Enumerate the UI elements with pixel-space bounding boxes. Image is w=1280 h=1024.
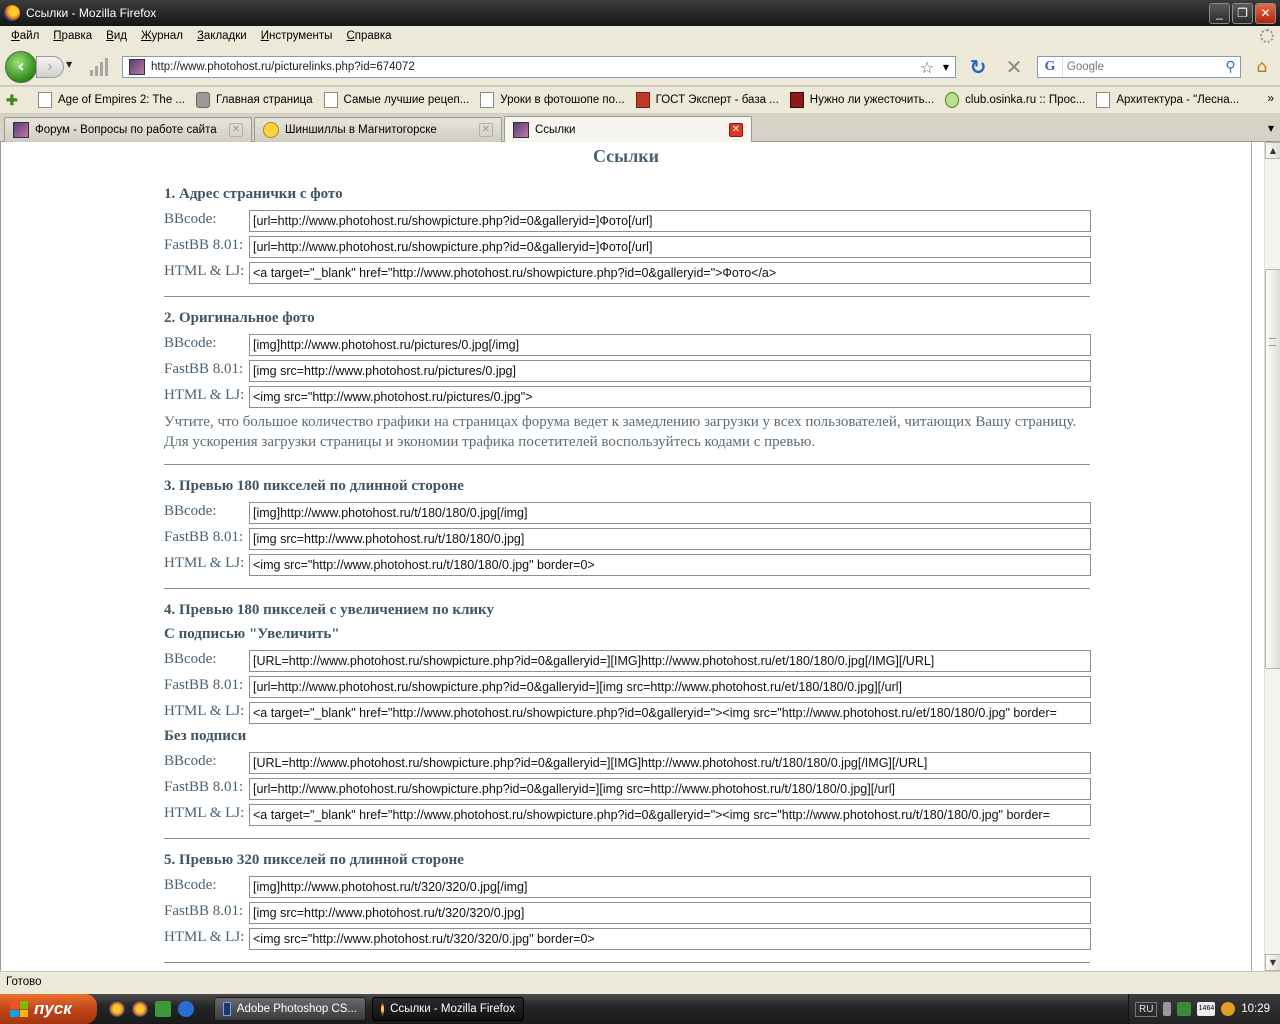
bookmark-item[interactable] (320, 92, 475, 108)
firefox-logo-icon (4, 5, 20, 21)
code-field[interactable]: <img src="http://www.photohost.ru/t/320/320/0.jpg" border=0> (249, 928, 1091, 950)
window-title: Ссылки - Mozilla Firefox (26, 6, 157, 20)
task-label: Adobe Photoshop CS... (236, 1003, 357, 1015)
tab-close-icon[interactable]: ✕ (729, 123, 743, 137)
menu-tools[interactable]: Инструменты (260, 30, 333, 42)
code-field[interactable]: [img]http://www.photohost.ru/t/180/180/0.jpg[/img] (249, 502, 1091, 524)
leaf-icon (945, 92, 959, 108)
firefox-quicklaunch-icon[interactable] (109, 1001, 125, 1017)
smiley-icon (263, 122, 279, 138)
section-title: 2. Оригинальное фото (164, 310, 315, 326)
code-label: FastBB 8.01: (164, 779, 244, 795)
search-engine-icon[interactable]: G (1038, 57, 1063, 77)
tab-close-icon[interactable]: ✕ (479, 123, 493, 137)
code-field[interactable]: [URL=http://www.photohost.ru/showpicture.php?id=0&galleryid=][IMG]http://www.photohost.ru/et/180/180/0.jpg[/IMG][/URL] (249, 650, 1091, 672)
code-field[interactable]: [img src=http://www.photohost.ru/t/320/320/0.jpg] (249, 902, 1091, 924)
bookmark-label: Age of Empires 2: The ... (58, 94, 185, 106)
firefox-quicklaunch-icon[interactable] (132, 1001, 148, 1017)
bookmark-item[interactable] (34, 92, 190, 108)
section-title: 1. Адрес странички с фото (164, 186, 343, 202)
subsection-title: Без подписи (164, 728, 247, 744)
code-label: HTML & LJ: (164, 555, 245, 571)
code-field[interactable]: [url=http://www.photohost.ru/showpicture.php?id=0&galleryid=]Фото[/url] (249, 236, 1091, 258)
menu-file[interactable]: Файл (11, 30, 40, 42)
code-label: BBcode: (164, 753, 217, 769)
code-field[interactable]: <a target="_blank" href="http://www.photohost.ru/showpicture.php?id=0&galleryid="><img src="http://www.photohost.ru/et/180/180/0.jpg" border= (249, 702, 1091, 724)
search-input[interactable] (1063, 61, 1221, 73)
subsection-title: С подписью "Увеличить" (164, 626, 340, 642)
page-content (0, 142, 1264, 971)
menu-bookmarks[interactable]: Закладки (196, 30, 247, 42)
menu-view[interactable]: Вид (106, 30, 127, 42)
bookmark-label: Самые лучшие рецеп... (343, 94, 470, 106)
bookmark-item[interactable] (941, 92, 1090, 108)
navigation-toolbar (0, 46, 1280, 86)
code-label: FastBB 8.01: (164, 237, 244, 253)
vertical-scrollbar[interactable] (1264, 142, 1280, 971)
url-dropdown-icon[interactable]: ▼ (942, 62, 950, 72)
tab-label: Ссылки (535, 124, 576, 136)
url-text[interactable]: http://www.photohost.ru/picturelinks.php?id=674072 (151, 61, 415, 73)
signal-strength-icon (90, 58, 110, 76)
tray-app-icon[interactable] (1221, 1002, 1235, 1016)
site-favicon-icon (129, 59, 145, 75)
history-dropdown-icon[interactable]: ▼ (66, 60, 73, 69)
section-divider (164, 588, 1090, 589)
wrench-icon (196, 92, 210, 108)
minimize-button[interactable]: _ (1209, 3, 1230, 24)
site-favicon-icon (513, 122, 529, 138)
tab-bar (0, 114, 1280, 142)
back-button[interactable]: ‹ (5, 51, 37, 83)
traffic-note: Учтите, что большое количество графики на страницах форума ведет к замедлению загрузки у всех пользователей, читающих Вашу страницу. Для ускорения загрузки страницы и экономии трафика посетителей воспользуйтесь кодами с превью. (164, 414, 1077, 450)
code-label: FastBB 8.01: (164, 903, 244, 919)
stop-button[interactable]: ✕ (1005, 55, 1023, 79)
section-divider (164, 296, 1090, 297)
home-button[interactable]: ⌂ (1256, 57, 1268, 77)
bookmark-label: Главная страница (216, 94, 313, 106)
bookmark-label: ГОСТ Эксперт - база ... (655, 94, 779, 106)
bookmark-item[interactable] (1092, 92, 1244, 108)
ie-quicklaunch-icon[interactable] (178, 1001, 194, 1017)
tab-chinchillas[interactable] (254, 117, 502, 142)
bookmarks-toolbar (0, 87, 1280, 113)
tab-close-icon[interactable]: ✕ (229, 123, 243, 137)
code-field[interactable]: [img src=http://www.photohost.ru/pictures/0.jpg] (249, 360, 1091, 382)
code-field[interactable]: [url=http://www.photohost.ru/showpicture.php?id=0&galleryid=]Фото[/url] (249, 210, 1091, 232)
tab-label: Форум - Вопросы по работе сайта (35, 124, 217, 136)
code-label: HTML & LJ: (164, 703, 245, 719)
start-label: пуск (34, 999, 72, 1018)
page-title: Ссылки (592, 146, 660, 166)
firefox-icon (381, 1002, 384, 1016)
bookmarks-overflow-icon[interactable]: » (1267, 91, 1274, 105)
section-title: 3. Превью 180 пикселей по длинной стороне (164, 478, 464, 494)
code-label: HTML & LJ: (164, 805, 245, 821)
page-icon (1096, 92, 1110, 108)
page-icon (480, 92, 494, 108)
close-window-button[interactable]: ✕ (1255, 3, 1276, 24)
task-firefox[interactable] (372, 997, 524, 1021)
code-label: BBcode: (164, 651, 217, 667)
bookmark-item[interactable] (192, 92, 318, 108)
reload-button[interactable]: ↻ (969, 55, 987, 79)
bookmark-item[interactable] (632, 92, 784, 108)
menu-edit[interactable]: Правка (53, 30, 93, 42)
page-icon (324, 92, 338, 108)
code-label: BBcode: (164, 335, 217, 351)
code-field[interactable]: <img src="http://www.photohost.ru/pictures/0.jpg"> (249, 386, 1091, 408)
section-divider (164, 962, 1090, 963)
scroll-thumb[interactable] (1265, 269, 1280, 669)
gost-icon (636, 92, 650, 108)
code-field[interactable]: [img]http://www.photohost.ru/t/320/320/0.jpg[/img] (249, 876, 1091, 898)
code-label: FastBB 8.01: (164, 361, 244, 377)
section-divider (164, 464, 1090, 465)
menubar (0, 26, 1280, 46)
tab-label: Шиншиллы в Магнитогорске (285, 124, 437, 136)
bookmark-label: club.osinka.ru :: Прос... (965, 94, 1086, 106)
url-bar[interactable] (122, 56, 956, 78)
code-label: BBcode: (164, 503, 217, 519)
code-field[interactable]: [url=http://www.photohost.ru/showpicture.php?id=0&galleryid=][img src=http://www.photohost.ru/et/180/180/0.jpg][/url] (249, 676, 1091, 698)
code-field[interactable]: <a target="_blank" href="http://www.photohost.ru/showpicture.php?id=0&galleryid="><img src="http://www.photohost.ru/t/180/180/0.jpg" border= (249, 804, 1091, 826)
tab-links[interactable] (504, 116, 752, 143)
bookmark-item[interactable] (786, 92, 939, 108)
code-label: BBcode: (164, 877, 217, 893)
windows-flag-icon (10, 1001, 28, 1017)
add-bookmark-icon[interactable]: ✚ (6, 91, 18, 108)
tab-list-dropdown-icon[interactable]: ▼ (1267, 124, 1275, 133)
throbber-icon (1260, 29, 1274, 43)
menu-history[interactable]: Журнал (140, 30, 183, 42)
bookmark-label: Уроки в фотошопе по... (500, 94, 625, 106)
code-label: HTML & LJ: (164, 929, 245, 945)
section-title: 5. Превью 320 пикселей по длинной стороне (164, 852, 464, 868)
status-text: Готово (6, 976, 42, 988)
menu-help[interactable]: Справка (346, 30, 392, 42)
system-tray (1128, 994, 1280, 1024)
start-button[interactable] (0, 994, 97, 1024)
task-label: Ссылки - Mozilla Firefox (390, 1003, 515, 1015)
page-icon (38, 92, 52, 108)
clock: 10:29 (1241, 1003, 1270, 1015)
code-label: HTML & LJ: (164, 263, 245, 279)
bookmark-label: Архитектура - "Лесна... (1116, 94, 1240, 106)
tab-forum[interactable] (4, 117, 252, 142)
section-divider (164, 838, 1090, 839)
status-bar (0, 971, 1280, 994)
maximize-button[interactable]: ❐ (1232, 3, 1253, 24)
app-quicklaunch-icon[interactable] (155, 1001, 171, 1017)
search-go-icon[interactable]: ⚲ (1225, 59, 1236, 75)
scroll-grip-icon (1269, 338, 1276, 346)
scroll-down-icon[interactable]: ▼ (1265, 954, 1280, 971)
language-indicator[interactable]: RU (1135, 1002, 1157, 1017)
window-titlebar (0, 0, 1280, 26)
search-bar[interactable] (1037, 56, 1241, 78)
code-field[interactable]: [img src=http://www.photohost.ru/t/180/180/0.jpg] (249, 528, 1091, 550)
code-label: HTML & LJ: (164, 387, 245, 403)
code-label: BBcode: (164, 211, 217, 227)
code-field[interactable]: [URL=http://www.photohost.ru/showpicture.php?id=0&galleryid=][IMG]http://www.photohost.ru/t/180/180/0.jpg[/IMG][/URL] (249, 752, 1091, 774)
task-photoshop[interactable] (214, 997, 366, 1021)
code-field[interactable]: <a target="_blank" href="http://www.photohost.ru/showpicture.php?id=0&galleryid=">Фото</a> (249, 262, 1091, 284)
photoshop-icon (223, 1002, 231, 1016)
site-favicon-icon (13, 122, 29, 138)
forward-button[interactable]: › (36, 56, 64, 78)
sd-icon (790, 92, 804, 108)
tray-badge[interactable]: 1464 (1197, 1002, 1215, 1016)
bookmark-star-icon[interactable]: ☆ (919, 57, 935, 77)
code-label: FastBB 8.01: (164, 677, 244, 693)
code-field[interactable]: <img src="http://www.photohost.ru/t/180/180/0.jpg" border=0> (249, 554, 1091, 576)
bookmark-item[interactable] (476, 92, 629, 108)
section-title: 4. Превью 180 пикселей с увеличением по клику (164, 602, 494, 618)
tray-expand-icon[interactable] (1163, 1002, 1171, 1016)
network-icon[interactable] (1177, 1002, 1191, 1016)
code-label: FastBB 8.01: (164, 529, 244, 545)
code-field[interactable]: [img]http://www.photohost.ru/pictures/0.jpg[/img] (249, 334, 1091, 356)
code-field[interactable]: [url=http://www.photohost.ru/showpicture.php?id=0&galleryid=][img src=http://www.photohost.ru/t/180/180/0.jpg][/url] (249, 778, 1091, 800)
windows-taskbar (0, 994, 1280, 1024)
scroll-up-icon[interactable]: ▲ (1265, 142, 1280, 159)
bookmark-label: Нужно ли ужесточить... (809, 94, 935, 106)
